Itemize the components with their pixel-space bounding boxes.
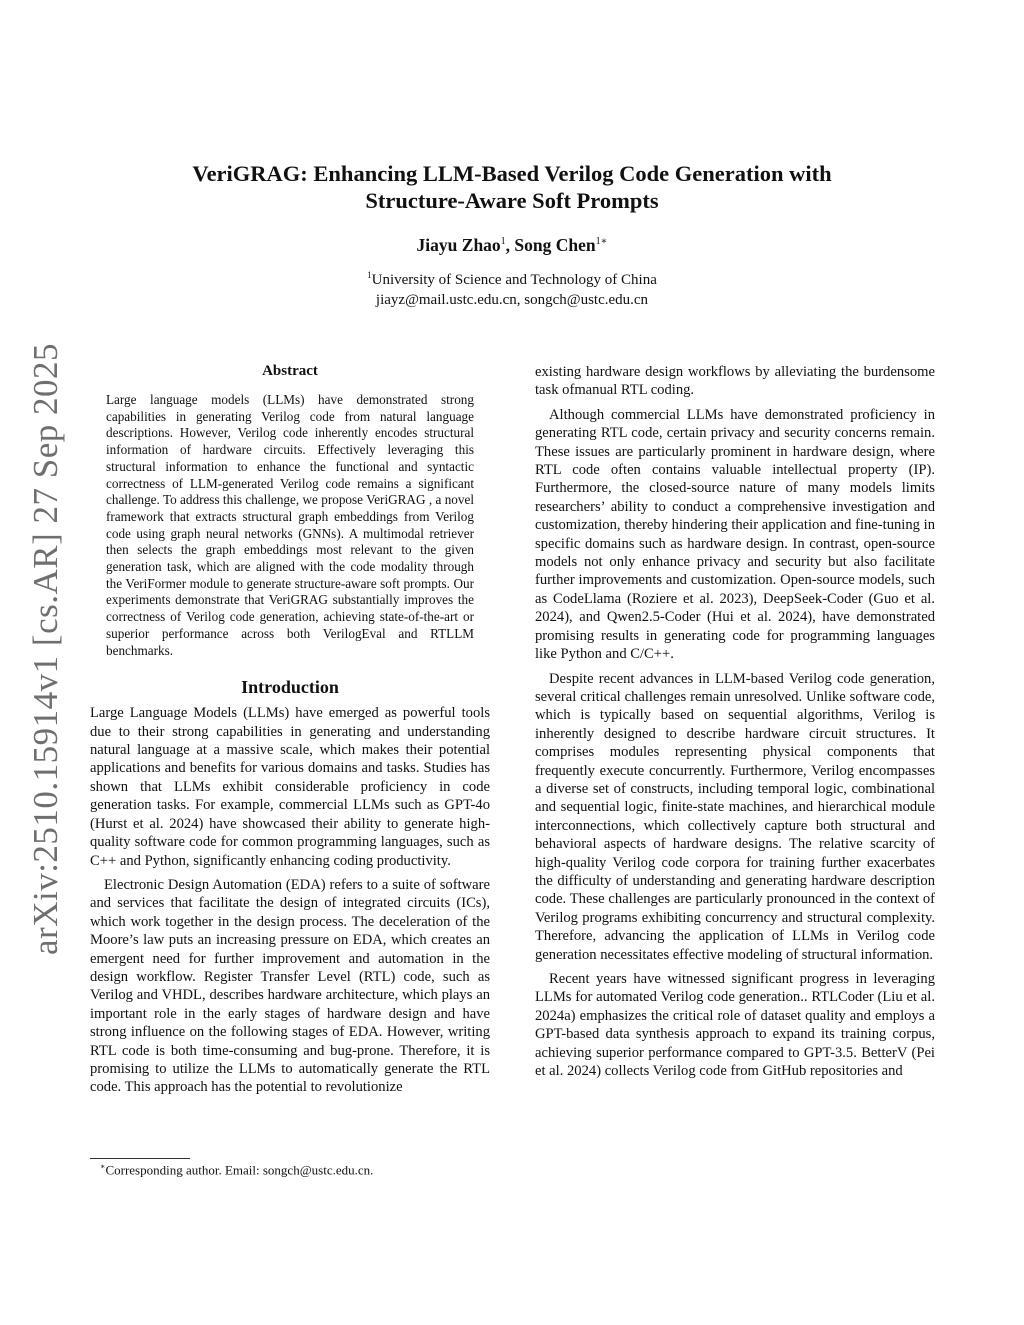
right-column — [535, 363, 935, 1086]
footnote — [100, 1162, 373, 1178]
right-paragraph-1: Although commercial LLMs have demonstrated proficiency in generating RTL code, certain privacy and security concerns remain. These issues are particularly prominent in hardware design, where RTL code often contains valuable intellectual property (IP). Furthermore, the closed-source nature of many models limits researchers’ ability to conduct a comprehensive investigation and customization, thereby hindering their application and fine-tuning in specific domains such as hardware design. In contrast, open-source models not only enhance privacy and security but also facilitate further improvements and customization. Open-source models, such as CodeLlama (Roziere et al. 2023), DeepSeek-Coder (Guo et al. 2024), and Qwen2.5-Coder (Hui et al. 2024), have demonstrated promising results in generating code for programming languages like Python and C/C++. — [535, 406, 935, 663]
author-list — [100, 235, 924, 256]
author-1: Jiayu Zhao — [416, 235, 501, 255]
author-separator: , — [505, 235, 515, 255]
title-line-1: VeriGRAG: Enhancing LLM-Based Verilog Code Generation with — [192, 161, 832, 186]
intro-paragraph-1: Large Language Models (LLMs) have emerged as powerful tools due to their strong capabilities in generating and understanding natural language at a massive scale, which makes their potential applications and benefits for various domains and tasks. Studies has shown that LLMs exhibit considerable proficiency in code generation tasks. For example, commercial LLMs such as GPT-4o (Hurst et al. 2024) have showcased their ability to generate high-quality software code for common programming languages, such as C++ and Python, significantly enhancing coding productivity. — [90, 705, 490, 869]
right-paragraph-3: Recent years have witnessed significant progress in leveraging LLMs for automated Verilog code generation.. RTLCoder (Liu et al. 2024a) emphasizes the critical role of dataset quality and employs a GPT-based data synthesis approach to expand its training corpus, achieving superior performance compared to GPT-3.5. BetterV (Pei et al. 2024) collects Verilog code from GitHub repositories and — [535, 971, 935, 1080]
title-line-2: Structure-Aware Soft Prompts — [365, 188, 659, 213]
footnote-text: Corresponding author. Email: songch@ustc.edu.cn. — [105, 1162, 374, 1178]
right-paragraph-2: Despite recent advances in LLM-based Verilog code generation, several critical challenges remain unresolved. Unlike software code, which is typically based on sequential algorithms, Verilog is inherently designed to describe hardware circuit structures. It comprises modules representing physical components that frequently execute concurrently. Furthermore, Verilog encompasses a diverse set of constructs, including temporal logic, combinational and sequential logic, finite-state machines, and hierarchical module interconnections, which collectively capture both structural and behavioral aspects of hardware designs. The relative scarcity of high-quality Verilog code corpora for training further exacerbates the difficulty of understanding and generating hardware description code. These challenges are particularly pronounced in the context of Verilog programs exhibiting concurrency and structural complexity. Therefore, advancing the application of LLMs in Verilog code generation necessitates effective modeling of structural information. — [535, 670, 935, 963]
right-paragraph-0: existing hardware design workflows by alleviating the burdensome task ofmanual RTL coding. — [535, 364, 935, 399]
abstract-heading: Abstract — [262, 363, 318, 379]
intro-paragraph-2: Electronic Design Automation (EDA) refers to a suite of software and services that facilitate the design of integrated circuits (ICs), which work together in the design process. The deceleration of the Moore’s law puts an increasing pressure on EDA, which creates an emergent need for further improvement and automation in the design workflow. Register Transfer Level (RTL) code, such as Verilog and VHDL, describes hardware architecture, which plays an important role in the early stages of hardware design and have strong influence on the following stages of EDA. However, writing RTL code is both time-consuming and bug-prone. Therefore, it is promising to utilize the LLMs to automatically generate the RTL code. This approach has the potential to revolutionize — [90, 876, 490, 1096]
affiliation-name: University of Science and Technology of China — [371, 272, 657, 288]
footnote-rule — [90, 1158, 190, 1159]
author-1-affil-mark: 1 — [500, 236, 506, 248]
affiliation-mark: 1 — [367, 270, 372, 280]
author-emails: jiayz@mail.ustc.edu.cn, songch@ustc.edu.cn — [375, 292, 649, 308]
introduction-heading: Introduction — [241, 677, 339, 698]
paper-title — [100, 160, 924, 214]
author-2-affil-mark: 1∗ — [595, 236, 608, 248]
affiliation-line — [100, 265, 924, 290]
affiliation-block — [100, 265, 924, 310]
footnote-mark: ∗ — [100, 1162, 106, 1171]
left-column — [90, 363, 490, 1103]
abstract-text: Large language models (LLMs) have demonstrated strong capabilities in generating Verilog code from natural language descriptions. However, Verilog code inherently encodes structural information of hardware circuits. Effectively leveraging this structural information to enhance the functional and syntactic correctness of LLM-generated Verilog code remains a significant challenge. To address this challenge, we propose VeriGRAG , a novel framework that extracts structural graph embeddings from Verilog code using graph neural networks (GNNs). A multimodal retriever then selects the graph embeddings most relevant to the given generation task, which are aligned with the code modality through the VeriFormer module to generate structure-aware soft prompts. Our experiments demonstrate that VeriGRAG substantially improves the correctness of Verilog code generation, achieving state-of-the-art or superior performance across both VerilogEval and RTLLM benchmarks. — [106, 392, 474, 658]
author-2: Song Chen — [514, 235, 596, 255]
arxiv-identifier: arXiv:2510.15914v1 [cs.AR] 27 Sep 2025 — [26, 342, 65, 955]
